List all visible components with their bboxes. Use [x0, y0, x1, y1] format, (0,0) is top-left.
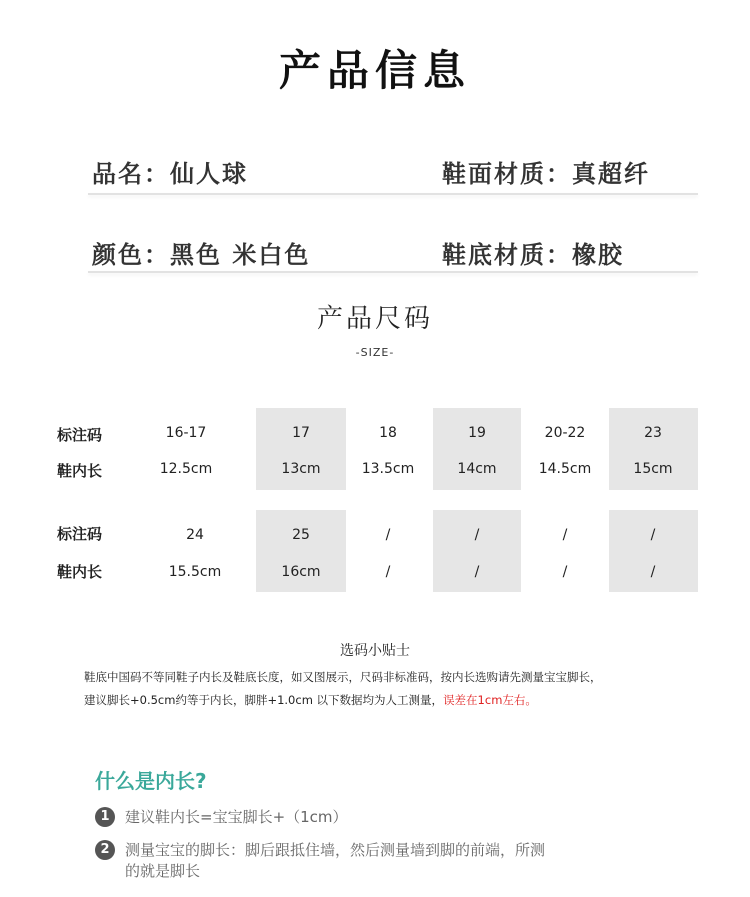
row-label-length: 鞋内长	[57, 563, 103, 581]
size-cell: /	[385, 527, 391, 543]
table1-shaded-column	[609, 408, 698, 490]
sole-material-label: 鞋底材质：橡胶	[442, 241, 624, 269]
row-label-size: 标注码	[57, 426, 103, 444]
step-2-number: 2	[95, 840, 115, 860]
size-section-subtitle: -SIZE-	[355, 346, 395, 359]
tips-error-note: 误差在1cm左右。	[443, 693, 537, 707]
size-cell: 24	[186, 527, 204, 543]
tips-title: 选码小贴士	[340, 643, 410, 659]
upper-material-label: 鞋面材质：真超纤	[442, 160, 650, 188]
length-cell: /	[474, 564, 480, 580]
size-cell: /	[474, 527, 480, 543]
divider	[88, 193, 698, 195]
size-cell: 25	[292, 527, 310, 543]
length-cell: 16cm	[281, 564, 321, 580]
length-cell: 15cm	[633, 461, 673, 477]
tips-line-2	[84, 692, 744, 708]
row-label-length: 鞋内长	[57, 462, 103, 480]
size-cell: 18	[379, 425, 397, 441]
tips-line-2-main: 建议脚长+0.5cm约等于内长，脚胖+1.0cm 以下数据均为人工测量，	[84, 693, 444, 707]
step-2-text-line-2: 的就是脚长	[125, 862, 201, 880]
inner-length-title: 什么是内长?	[95, 769, 207, 793]
size-cell: /	[562, 527, 568, 543]
size-cell: 23	[644, 425, 662, 441]
step-1-text: 建议鞋内长=宝宝脚长+（1cm）	[125, 808, 348, 826]
size-cell: 19	[468, 425, 486, 441]
length-cell: 13.5cm	[361, 461, 415, 477]
table1-shaded-column	[433, 408, 521, 490]
divider	[88, 271, 698, 273]
table1-shaded-column	[256, 408, 346, 490]
size-cell: /	[650, 527, 656, 543]
color-label: 颜色：黑色 米白色	[92, 241, 311, 269]
size-section-title: 产品尺码	[316, 304, 433, 334]
length-cell: /	[562, 564, 568, 580]
page-title: 产品信息	[278, 46, 471, 95]
length-cell: 14.5cm	[538, 461, 592, 477]
length-cell: /	[385, 564, 391, 580]
product-name-label: 品名：仙人球	[92, 160, 248, 188]
size-cell: 20-22	[544, 425, 586, 441]
row-label-size: 标注码	[57, 525, 103, 543]
step-2-text-line-1: 测量宝宝的脚长：脚后跟抵住墙，然后测量墙到脚的前端，所测	[125, 841, 546, 859]
tips-line-1: 鞋底中国码不等同鞋子内长及鞋底长度，如又图展示，尺码非标准码，按内长选购请先测量宝宝脚长，	[84, 670, 602, 684]
length-cell: 15.5cm	[168, 564, 222, 580]
size-cell: 16-17	[165, 425, 207, 441]
step-1-number: 1	[95, 807, 115, 827]
length-cell: 13cm	[281, 461, 321, 477]
length-cell: 12.5cm	[159, 461, 213, 477]
size-cell: 17	[292, 425, 310, 441]
length-cell: 14cm	[457, 461, 497, 477]
length-cell: /	[650, 564, 656, 580]
